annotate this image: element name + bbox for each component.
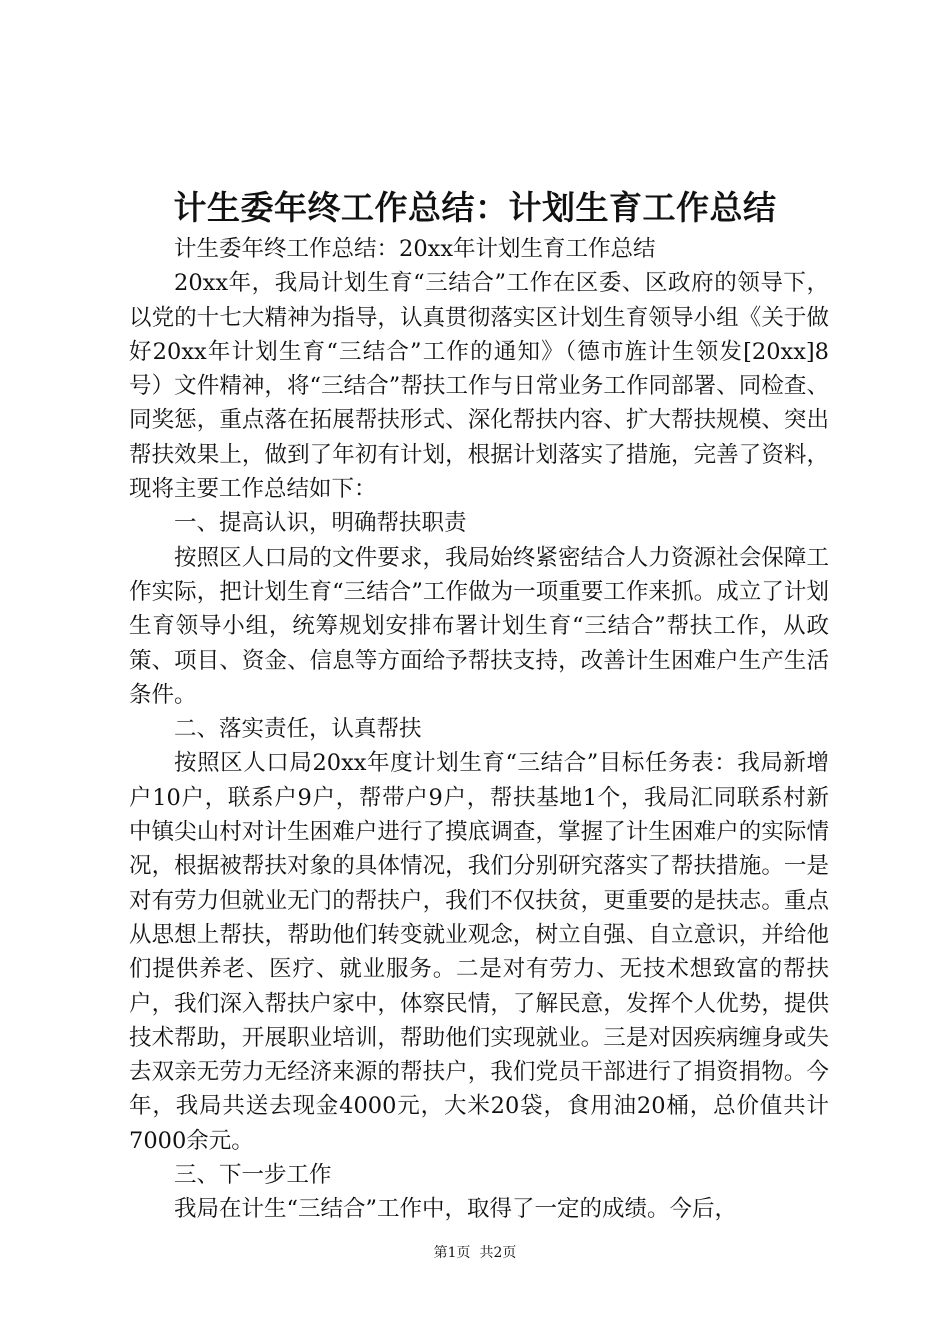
intro-paragraph: 20xx年，我局计划生育“三结合”工作在区委、区政府的领导下，以党的十七大精神为指导，认真贯彻落实区计划生育领导小组《关于做好20xx年计划生育“三结合”工作的通知》（德市旌计生领发[20xx]8号）文件精神，将“三结合”帮扶工作与日常业务工作同部署、同检查、同奖惩，重点落在拓展帮扶形式、深化帮扶内容、扩大帮扶规模、突出帮扶效果上，做到了年初有计划，根据计划落实了措施，完善了资料，现将主要工作总结如下： xyxy=(129,270,829,503)
document-body xyxy=(129,232,829,1227)
section-3-paragraph: 我局在计生“三结合”工作中，取得了一定的成绩。今后， xyxy=(174,1196,738,1223)
page-number-footer: 第1页 共2页 xyxy=(433,1245,517,1261)
section-2-paragraph: 按照区人口局20xx年度计划生育“三结合”目标任务表：我局新增户10户，联系户9户，帮带户9户，帮扶基地1个，我局汇同联系村新中镇尖山村对计生困难户进行了摸底调查，掌握了计生困难户的实际情况，根据被帮扶对象的具体情况，我们分别研究落实了帮扶措施。一是对有劳力但就业无门的帮扶户，我们不仅扶贫，更重要的是扶志。重点从思想上帮扶，帮助他们转变就业观念，树立自强、自立意识，并给他们提供养老、医疗、就业服务。二是对有劳力、无技术想致富的帮扶户，我们深入帮扶户家中，体察民情，了解民意，发挥个人优势，提供技术帮助，开展职业培训，帮助他们实现就业。三是对因疾病缠身或失去双亲无劳力无经济来源的帮扶户，我们党员干部进行了捐资捐物。今年，我局共送去现金4000元，大米20袋，食用油20桶，总价值共计7000余元。 xyxy=(129,750,829,1154)
section-heading-1: 一、提高认识，明确帮扶职责 xyxy=(174,510,467,537)
section-1-paragraph: 按照区人口局的文件要求，我局始终紧密结合人力资源社会保障工作实际，把计划生育“三结合”工作做为一项重要工作来抓。成立了计划生育领导小组，统筹规划安排布署计划生育“三结合”帮扶工作，从政策、项目、资金、信息等方面给予帮扶支持，改善计生困难户生产生活条件。 xyxy=(129,544,829,708)
subtitle-paragraph: 计生委年终工作总结：20xx年计划生育工作总结 xyxy=(174,236,656,262)
document-title: 计生委年终工作总结：计划生育工作总结 xyxy=(173,188,777,227)
section-heading-2: 二、落实责任，认真帮扶 xyxy=(174,716,422,743)
section-heading-3: 三、下一步工作 xyxy=(174,1162,332,1189)
